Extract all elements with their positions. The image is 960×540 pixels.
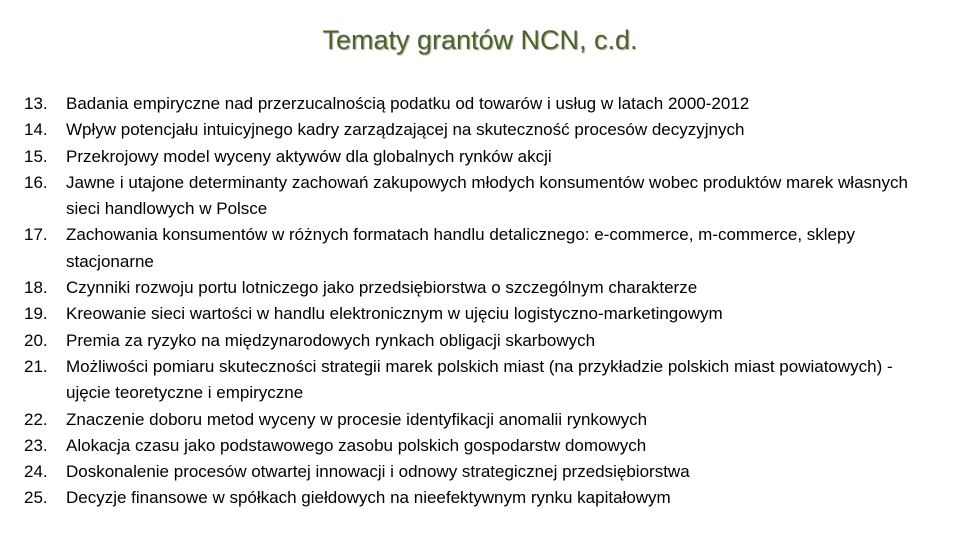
list-item-number: 21.	[24, 356, 48, 376]
list-item	[24, 144, 934, 170]
list-item	[24, 275, 934, 301]
list-item-number: 19.	[24, 304, 48, 324]
slide-title: Tematy grantów NCN, c.d.	[322, 25, 638, 55]
list-item-text: Jawne i utajone determinanty zachowań zakupowych młodych konsumentów wobec produktów marek własnych sieci handlowych w Polsce	[66, 172, 908, 219]
list-item	[24, 91, 934, 117]
list-item-number: 14.	[24, 120, 48, 140]
list-item	[24, 433, 934, 459]
list-item-text: Czynniki rozwoju portu lotniczego jako przedsiębiorstwa o szczególnym charakterze	[66, 278, 698, 298]
list-item	[24, 170, 934, 223]
list-item	[24, 328, 934, 354]
list-item	[24, 459, 934, 485]
list-item-text: Doskonalenie procesów otwartej innowacji i odnowy strategicznej przedsiębiorstwa	[66, 462, 690, 482]
list-item-number: 23.	[24, 435, 48, 455]
list-item-text: Przekrojowy model wyceny aktywów dla globalnych rynków akcji	[66, 146, 552, 166]
list-item-text: Decyzje finansowe w spółkach giełdowych na nieefektywnym rynku kapitałowym	[66, 488, 671, 508]
list-item	[24, 354, 934, 407]
list-item-text: Zachowania konsumentów w różnych formatach handlu detalicznego: e-commerce, m-commerce, sklepy stacjonarne	[66, 225, 855, 271]
grant-topics-list	[24, 91, 934, 512]
list-item-number: 13.	[24, 94, 48, 113]
list-item-text: Badania empiryczne nad przerzucalnością podatku od towarów i usług w latach 2000-2012	[66, 94, 750, 113]
list-item-number: 22.	[24, 409, 48, 429]
list-item-text: Wpływ potencjału intuicyjnego kadry zarządzającej na skuteczność procesów decyzyjnych	[66, 120, 745, 140]
list-item-text: Kreowanie sieci wartości w handlu elektronicznym w ujęciu logistyczno-marketingowym	[66, 304, 723, 324]
list-item-number: 18.	[24, 278, 48, 298]
list-item	[24, 407, 934, 433]
list-item-number: 24.	[24, 462, 48, 482]
list-item	[24, 222, 934, 275]
list-item-number: 15.	[24, 146, 48, 166]
list-item-text: Premia za ryzyko na międzynarodowych rynkach obligacji skarbowych	[66, 330, 596, 350]
list-item	[24, 301, 934, 327]
list-item-number: 25.	[24, 488, 48, 508]
list-item-number: 20.	[24, 330, 48, 350]
list-item	[24, 117, 934, 143]
list-item-text: Alokacja czasu jako podstawowego zasobu polskich gospodarstw domowych	[66, 435, 647, 455]
list-item-text: Możliwości pomiaru skuteczności strategii marek polskich miast (na przykładzie polskich miast powiatowych) - ujęcie teoretyczne i empiryczne	[66, 356, 893, 403]
list-item	[24, 485, 934, 511]
list-item-number: 16.	[24, 172, 48, 192]
list-item-number: 17.	[24, 225, 48, 245]
list-item-text: Znaczenie doboru metod wyceny w procesie identyfikacji anomalii rynkowych	[66, 409, 648, 429]
